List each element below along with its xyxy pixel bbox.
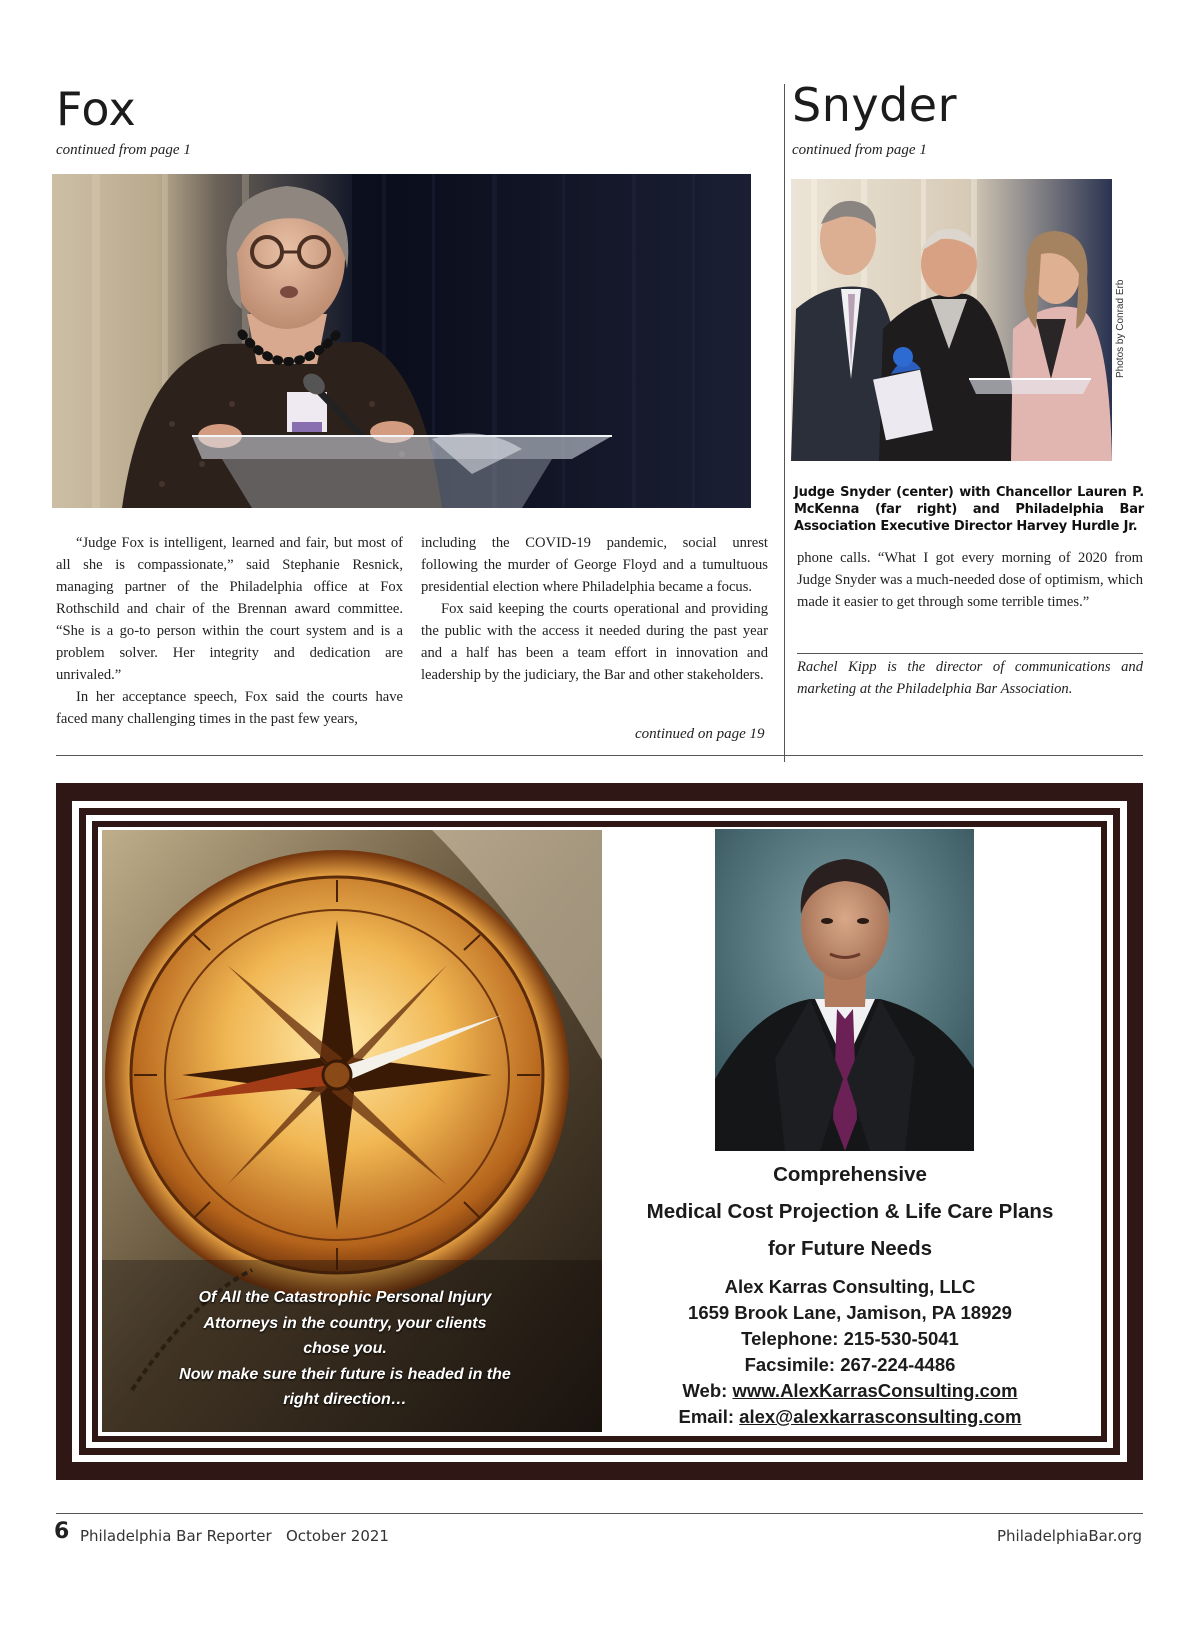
ad-headline-line: Medical Cost Projection & Life Care Plans — [646, 1200, 1054, 1223]
ad-telephone: Telephone: 215-530-5041 — [741, 1328, 959, 1349]
ad-facsimile: Facsimile: 267-224-4486 — [744, 1354, 956, 1375]
ad-web-line — [610, 1380, 1090, 1402]
snyder-continued-from: continued from page 1 — [792, 142, 927, 158]
fox-headline: Fox — [56, 82, 137, 136]
author-bio-text: Rachel Kipp is the director of communications and marketing at the Philadelphia Bar Association. — [797, 659, 1143, 697]
ad-headline-line: for Future Needs — [767, 1237, 933, 1260]
ad-web-link[interactable]: www.AlexKarrasConsulting.com — [732, 1380, 1018, 1401]
snyder-group-photo — [791, 179, 1112, 461]
compass-tagline-line: right direction… — [283, 1391, 407, 1408]
compass-tagline-line: Now make sure their future is headed in the — [179, 1365, 511, 1383]
article-bottom-rule — [56, 755, 1143, 756]
bio-rule — [797, 653, 1143, 654]
column-divider — [784, 84, 785, 762]
author-bio — [797, 656, 1143, 700]
snyder-photo-caption: Judge Snyder (center) with Chancellor Lauren P. McKenna (far right) and Philadelphia Bar Association Executive Director Harvey Hurdle Jr. — [794, 485, 1144, 534]
fox-col2-paragraph: including the COVID-19 pandemic, social unrest following the murder of George Floyd and a tumultuous presidential election where Philadelphia became a focus. — [421, 535, 768, 595]
compass-tagline — [150, 1285, 540, 1413]
fox-speaker-photo — [52, 174, 751, 508]
page-number: 6 — [54, 1519, 70, 1544]
publication-website: PhiladelphiaBar.org — [996, 1527, 1142, 1545]
ad-web-label: Web: — [682, 1380, 728, 1401]
fox-column-2 — [421, 532, 768, 686]
ad-email-label: Email: — [678, 1406, 735, 1427]
ad-address: 1659 Brook Lane, Jamison, PA 18929 — [688, 1302, 1012, 1323]
fox-column-1 — [56, 532, 403, 730]
snyder-body-paragraph: phone calls. “What I got every morning of 2020 from Judge Snyder was a much-needed dose of optimism, which made it easier to get through some terrible times.” — [797, 550, 1143, 610]
photo-credit: Photos by Conrad Erb — [1115, 279, 1126, 378]
compass-tagline-line: chose you. — [303, 1340, 387, 1357]
consultant-portrait — [715, 829, 974, 1151]
compass-tagline-line: Of All the Catastrophic Personal Injury — [198, 1289, 492, 1306]
publication-name: Philadelphia Bar Reporter October 2021 — [80, 1527, 389, 1545]
fox-continued-from: continued from page 1 — [56, 142, 191, 158]
ad-email-line — [610, 1406, 1090, 1428]
fox-col1-paragraph: “Judge Fox is intelligent, learned and fair, but most of all she is compassionate,” said Stephanie Resnick, managing partner of the Philadelphia office at Fox Rothschild and chair of the Brennan award committee. “She is a go-to person within the court system and is a problem solver. Her integrity and dedication are unrivaled.” — [56, 535, 403, 683]
ad-headline-line: Comprehensive — [773, 1163, 927, 1186]
footer-rule — [56, 1513, 1143, 1514]
snyder-headline: Snyder — [792, 78, 957, 132]
fox-col1-paragraph: In her acceptance speech, Fox said the courts have faced many challenging times in the past few years, — [56, 689, 403, 727]
snyder-body — [797, 547, 1143, 613]
compass-tagline-line: Attorneys in the country, your clients — [203, 1314, 487, 1332]
ad-company-name: Alex Karras Consulting, LLC — [724, 1276, 976, 1297]
fox-col2-paragraph: Fox said keeping the courts operational and providing the public with the access it needed during the past year and a half has been a team effort in innovation and leadership by the judiciary, the Bar and other stakeholders. — [421, 601, 768, 683]
fox-continued-on: continued on page 19 — [635, 726, 765, 742]
ad-email-link[interactable]: alex@alexkarrasconsulting.com — [739, 1406, 1022, 1427]
